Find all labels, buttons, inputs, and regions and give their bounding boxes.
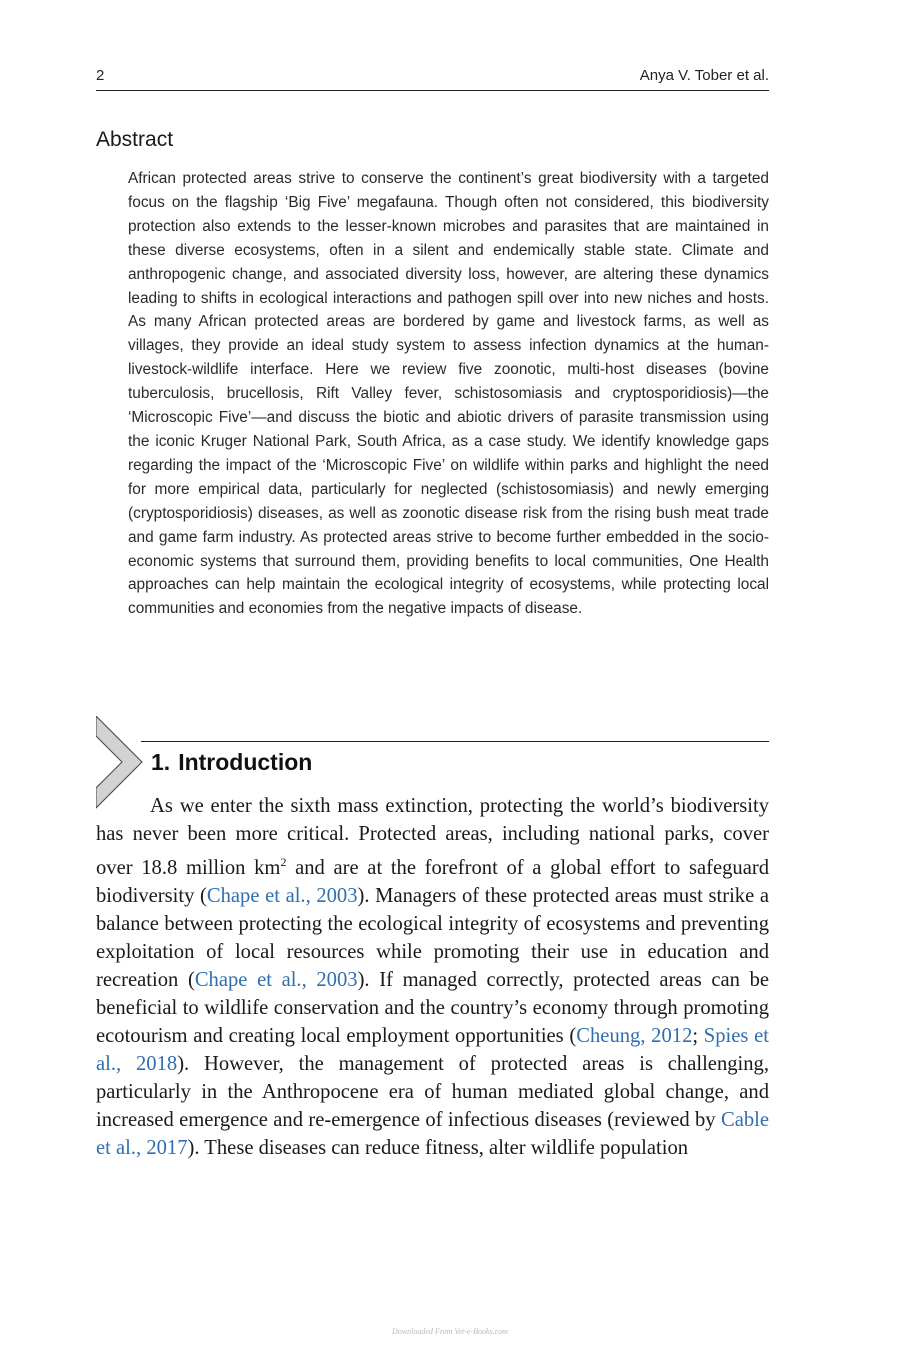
introduction-paragraph xyxy=(96,792,769,1162)
superscript: 2 xyxy=(280,855,287,869)
intro-text: ). Managers of these protected areas must strike a balance between protecting the ecological integrity of ecosystems and preventing exploitation of local resources while promoting their use in education and recreation ( xyxy=(96,884,769,991)
citation-link[interactable]: Cable et al., 2017 xyxy=(96,1108,769,1159)
intro-text: As we enter the sixth mass extinction, protecting the world’s biodiversity has never been more critical. Protected areas, including national parks, cover over 18.8 million km xyxy=(96,795,769,879)
intro-text: ; xyxy=(692,1024,704,1047)
section-title: Introduction xyxy=(178,749,313,775)
citation-link[interactable]: Chape et al., 2003 xyxy=(206,884,358,907)
citation-link[interactable]: Chape et al., 2003 xyxy=(194,968,358,991)
section-number: 1. xyxy=(151,749,171,775)
citation-link[interactable]: Spies et al., 2018 xyxy=(96,1024,769,1075)
intro-text: ). These diseases can reduce fitness, alter wildlife population xyxy=(187,1136,689,1159)
abstract-heading: Abstract xyxy=(96,128,174,151)
running-head xyxy=(96,66,769,91)
citation-link[interactable]: Cheung, 2012 xyxy=(576,1024,693,1047)
intro-text: ). However, the management of protected areas is challenging, particularly in the Anthropocene era of human mediated global change, and increased emergence and re-emergence of infectious diseases (reviewed by xyxy=(96,1052,769,1131)
footer-watermark: Downloaded From Vet-e-Books.com xyxy=(392,1327,508,1336)
running-head-authors: Anya V. Tober et al. xyxy=(639,67,769,84)
section-rule xyxy=(141,741,769,742)
section-heading xyxy=(151,749,312,776)
intro-text: ). If managed correctly, protected areas can be beneficial to wildlife conservation and the country’s economy through promoting ecotourism and creating local employment opportunities ( xyxy=(96,968,770,1047)
page-number: 2 xyxy=(96,67,105,84)
intro-text: and are at the forefront of a global effort to safeguard biodiversity ( xyxy=(96,856,769,907)
abstract-text: African protected areas strive to conserve the continent’s great biodiversity with a targeted focus on the flagship ‘Big Five’ megafauna. Though often not considered, this biodiversity protection also extends to the lesser-known microbes and parasites that are maintained in these diverse ecosystems, often in a silent and endemically stable state. Climate and anthropogenic change, and associated diversity loss, however, are altering these dynamics leading to shifts in ecological interactions and pathogen spill over into new niches and hosts. As many African protected areas are bordered by game and livestock farms, as well as villages, they provide an ideal study system to assess infection dynamics at the human-livestock-wildlife interface. Here we review five zoonotic, multi-host diseases (bovine tuberculosis, brucellosis, Rift Valley fever, schistosomiasis and cryptosporidiosis)—the ‘Microscopic Five’—and discuss the biotic and abiotic drivers of parasite transmission using the iconic Kruger National Park, South Africa, as a case study. We identify knowledge gaps regarding the impact of the ‘Microscopic Five’ on wildlife within parks and highlight the need for more empirical data, particularly for neglected (schistosomiasis) and newly emerging (cryptosporidiosis) diseases, as well as zoonotic disease risk from the rising bush meat trade and game farm industry. As protected areas strive to become further embedded in the socio-economic systems that surround them, providing benefits to local communities, One Health approaches can help maintain the ecological integrity of ecosystems, while protecting local communities and economies from the negative impacts of disease. xyxy=(128,170,769,618)
